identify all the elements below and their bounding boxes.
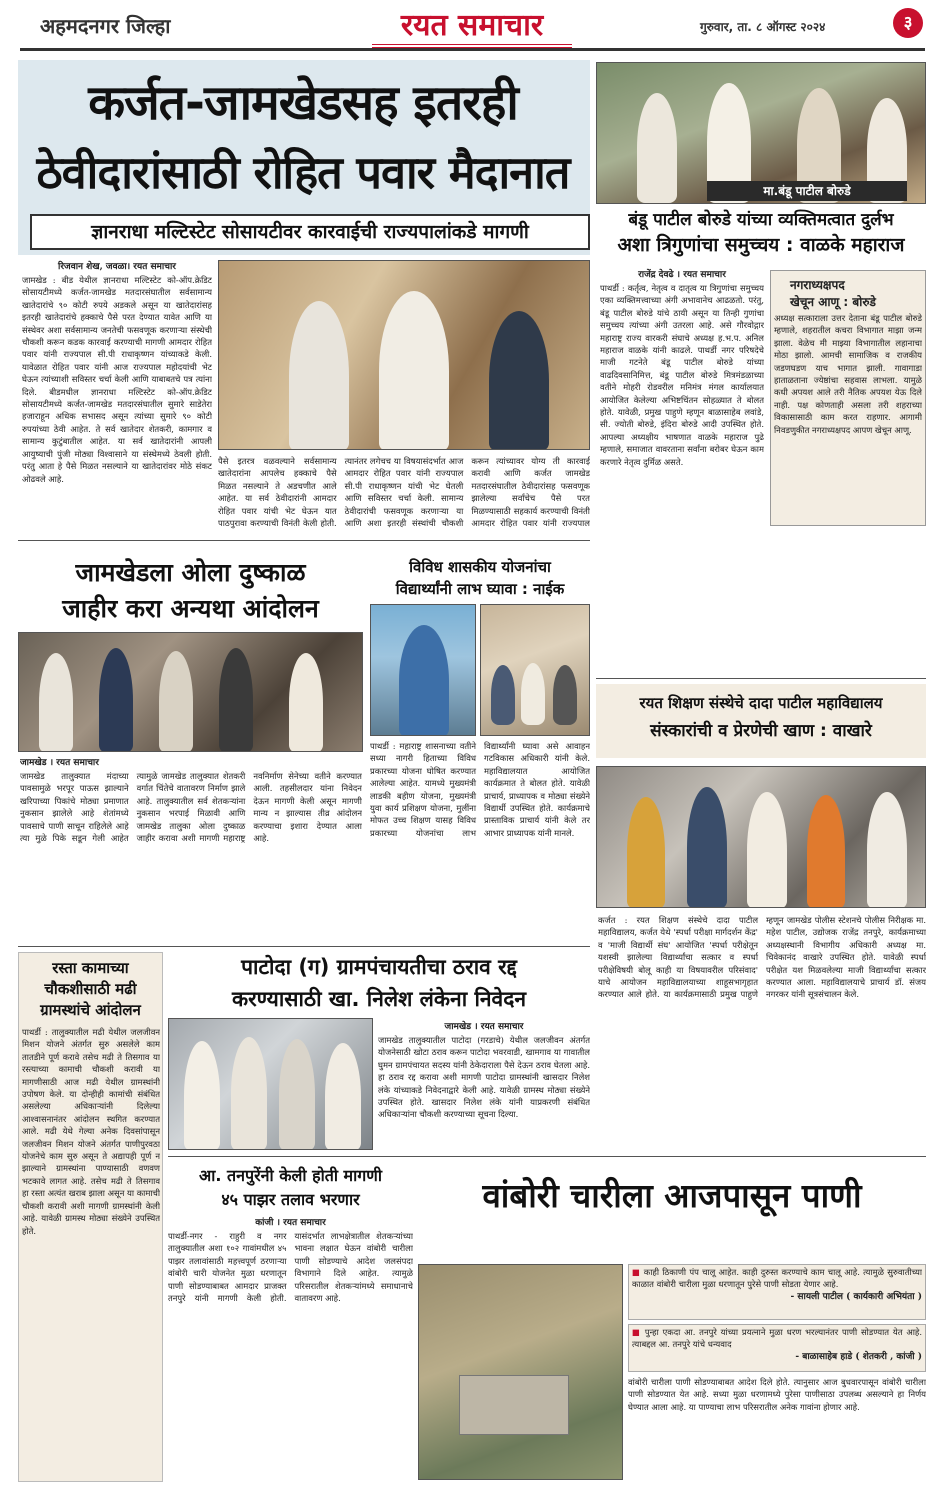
- talav-body: पाथर्डी-नगर - राहुरी व नगर तालुक्यातील अशा १०२ गावांमधील ४५ पाझर तलावांसाठी महत्त्वपूर्ण ठरणाऱ्या वांबोरी चारी योजनेत मुळा धरणातून पाणी सोडण्याबाबत आमदार प्राजक्त तनपुरे यांनी मागणी केली होती. यासंदर्भात लाभक्षेत्रातील शेतकऱ्यांच्या भावना लक्षात घेऊन वांबोरी चारीला पाणी सोडण्याचे आदेश जलसंपदा विभागाने दिले आहेत. त्यामुळे परिसरातील शेतकऱ्यांमध्ये समाधानाचे वातावरण आहे.: [168, 1231, 413, 1304]
- note1-signature: - सायली पाटील ( कार्यकारी अभियंता ): [790, 1291, 922, 1302]
- stage-banner: मा.बंडू पाटील बोरुडे: [707, 181, 907, 201]
- jamkhed-headline-line1: जामखेडला ओला दुष्काळ: [75, 558, 306, 587]
- person-figure: [159, 651, 193, 752]
- lead-body-col2: पैसे इतरत्र वळवल्याने सर्वसामान्य खातेदारांना आपलेच हक्काचे पैसे मिळत नसल्याने ते अडचणीत आले आहेत. या सर्व ठेवीदारांनी आमदार रोहित पवार यांची भेट घेऊन यात पाठपुरावा करण्याची विनंती केली होती. त्यानंतर लगेचच या विषयासंदर्भात आज आमदार रोहित पवार यांनी राज्यपाल सी.पी राधाकृष्णन यांची भेट घेतली आणि सविस्तर चर्चा केली. सामान्य ठेवीदारांची फसवणूक करणाऱ्या या आणि अशा इतरही संस्थांची चौकशी करून त्यांच्यावर योग्य ती कारवाई करावी आणि कर्जत जामखेड मतदारसंघातील ठेवीदारांसह फसवणूक झालेल्या सर्वांचेच पैसे परत मिळण्यासाठी सहकार्य करण्याची विनंती आमदार रोहित पवार यांनी राज्यपाल: [218, 456, 590, 529]
- person-figure: [219, 648, 253, 752]
- borude-byline: राजेंद्र देवढे । रयत समाचार: [638, 270, 726, 280]
- naik-body: पाथर्डी : महाराष्ट्र शासनाच्या वतीने सध्या नागरी हिताच्या विविध प्रकारच्या योजना घोषित करण्यात आलेल्या आहेत. यामध्ये मुख्यमंत्री लाडकी बहीण योजना, मुख्यमंत्री युवा कार्य प्रशिक्षण योजना, मुलींना मोफत उच्च शिक्षण यासह विविध प्रकारच्या योजनांचा लाभ विद्यार्थ्यांनी घ्यावा असे आवाहन गटविकास अधिकारी यांनी केले. महाविद्यालयात आयोजित कार्यक्रमात ते बोलत होते. यावेळी प्राचार्य, प्राध्यापक व मोठ्या संख्येने विद्यार्थी उपस्थित होते. कार्यक्रमाचे प्रास्ताविक प्राचार्य यांनी केले तर आभार प्राध्यापक यांनी मानले.: [370, 741, 590, 838]
- vambori-canal-photo: [418, 1264, 623, 1480]
- vambori-body: वांबोरी चारीला पाणी सोडण्याबाबत आदेश दिले होते. त्यानुसार आज बुधवारपासून वांबोरी चारीला पाणी सोडण्यात येत आहे. सध्या मुळा धरणामध्ये पुरेसा पाणीसाठा उपलब्ध असल्याने हा निर्णय घेण्यात आला आहे. या पाण्याचा लाभ परिसरातील अनेक गावांना होणार आहे.: [628, 1377, 926, 1412]
- note-bullet-icon: ■: [632, 1327, 645, 1337]
- patoda-memorandum-photo: [168, 1018, 373, 1150]
- person-figure: [39, 653, 73, 752]
- district-label: अहमदनगर जिल्हा: [40, 14, 171, 38]
- person-figure: [627, 797, 665, 908]
- rasta-body: पाथर्डी : तालुक्यातील मढी येथील जलजीवन मिशन योजने अंतर्गत सुरु असलेले काम तातडीने पूर्ण करावे तसेच मढी ते तिसगाव या रस्त्याच्या कामाची चौकशी करावी या मागणीसाठी आज मढी येथील ग्रामस्थांनी उपोषण केले. या दोन्हीही कामांची संबंधित असलेल्या अधिकाऱ्यांनी दिलेल्या आश्वासनानंतर आंदोलन स्थगित करण्यात आले. मढी येथे गेल्या अनेक दिवसांपासून जलजीवन मिशन योजने अंतर्गत पाणीपुरवठा योजनेचे काम सुरु असून ते अद्यापही पूर्ण न झाल्याने ग्रामस्थांना पाण्यासाठी वणवण भटकावे लागत आहे. तसेच मढी ते तिसगाव हा रस्ता अत्यंत खराब झाला असून या कामाची चौकशी करावी अशी मागणी ग्रामस्थांनी केली आहे. यावेळी ग्रामस्थ मोठ्या संख्येने उपस्थित होते.: [22, 1027, 160, 1236]
- rohit-governor-photo: [218, 260, 590, 450]
- naik-speaker-photo: [370, 604, 476, 736]
- person-figure: [99, 648, 133, 752]
- borude-headline-line2: अशा त्रिगुणांचा समुच्चय : वाळके महाराज: [617, 234, 905, 256]
- dada-body: कर्जत : रयत शिक्षण संस्थेचे दादा पाटील महाविद्यालय, कर्जत येथे 'स्पर्धा परीक्षा मार्गदर्शन केंद्र' व 'माजी विद्यार्थी संघ' आयोजित 'स्पर्धा परीक्षेतून यशस्वी झालेल्या विद्यार्थ्यांचा सत्कार व स्पर्धा परीक्षेविषयी बोलू काही या विषयावरील परिसंवाद' याचे आयोजन महाविद्यालयाच्या शाहूसभागृहात करण्यात आले होते. या कार्यक्रमासाठी प्रमुख पाहुणे म्हणून जामखेड पोलीस स्टेशनचे पोलीस निरीक्षक मा. महेश पाटील, उद्योजक राजेंद्र तनपुरे, कार्यक्रमाच्या अध्यक्षस्थानी विभागीय अधिकारी अध्यक्ष मा. चिवेकानंद वाखारे उपस्थित होते. यावेळी स्पर्धा परीक्षेत यश मिळवलेल्या माजी विद्यार्थ्यांचा सत्कार करण्यात आला. महाविद्यालयाचे प्राचार्य डॉ. संजय नगरकर यांनी सूत्रसंचालन केले.: [598, 915, 926, 1000]
- naik-audience-photo: [480, 604, 590, 736]
- patoda-headline-line1: पाटोदा (ग) ग्रामपंचायतीचा ठराव रद्द: [241, 955, 517, 979]
- note2-signature: - बाळासाहेब हाडे ( शेतकरी , कांजी ): [795, 1351, 922, 1362]
- naik-headline-line1: विविध शासकीय योजनांचा: [409, 558, 551, 576]
- dada-headline-line1: रयत शिक्षण संस्थेचे दादा पाटील महाविद्यालय: [639, 694, 883, 712]
- newspaper-brand: रयत समाचार: [372, 4, 572, 48]
- talav-headline-line2: ४५ पाझर तलाव भरणार: [221, 1190, 360, 1209]
- person-figure: [279, 1039, 315, 1150]
- vambori-note1: ■ काही ठिकाणी पंप चालू आहेत. काही दुरुस्त करण्याचे काम चालू आहे. त्यामुळे सुरुवातीच्या काळात वांबोरी चारीला मुळा धरणातून पुरेसे पाणी सोडता येणार आहे. - सायली पाटील ( कार्यकारी अभियंता ): [632, 1267, 922, 1302]
- jamkhed-body: जामखेड तालुक्यात मंदाच्या पावसामुळे भरपूर पाऊस झाल्याने खरिपाच्या पिकांचे मोठ्या प्रमाणात नुकसान झालेले आहे शेतांमध्ये पावसाचे पाणी साचून राहिलेले आहे त्या मुळे पिके सडून गेली आहेत त्यामुळे जामखेड तालुक्यात शेतकरी वर्गात चिंतेचे वातावरण निर्माण झाले आहे. तालुक्यातील सर्व शेतकऱ्यांना नुकसान भरपाई मिळावी आणि जामखेड तालुका ओला दुष्काळ जाहीर करावा अशी मागणी महाराष्ट्र नवनिर्माण सेनेच्या वतीने करण्यात आली. तहसीलदार यांना निवेदन देऊन मागणी केली असून मागणी मान्य न झाल्यास तीव्र आंदोलन करण्याचा इशारा देण्यात आला आहे.: [20, 771, 362, 844]
- section-divider: [168, 1156, 926, 1157]
- rasta-headline-line2: चौकशीसाठी मढी: [44, 980, 137, 998]
- talav-byline: कांजी । रयत समाचार: [255, 1218, 326, 1228]
- section-divider: [18, 540, 590, 541]
- vambori-headline: वांबोरी चारीला आजपासून पाणी: [482, 1176, 862, 1215]
- nagaradhyaksha-subtitle: खेचून आणू : बोरुडे: [790, 295, 876, 309]
- jamkhed-memorandum-photo: [18, 632, 363, 752]
- person-figure: [807, 795, 845, 908]
- person-figure: [489, 311, 549, 450]
- person-figure: [637, 93, 677, 203]
- issue-date: गुरुवार, ता. ८ ऑगस्ट २०२४: [700, 20, 826, 34]
- lead-body-col1: जामखेड : बीड येथील ज्ञानराधा मल्टिस्टेट को-ऑप.क्रेडिट सोसायटीमध्ये कर्जत-जामखेड मतदारसंघातील सर्वसामान्य खातेदारांचे ९० कोटी रुपये अडकले असून या खातेदारांसह इतरही खातेदारांचे हक्काचे पैसे परत देण्यात यावेत आणि या संस्थेवर अशा सर्वसामान्य जनतेची फसवणूक करणाऱ्या संस्थेची चौकशी करून कडक कारवाई करण्याची मागणी आमदार रोहित पवार यांनी राज्यपाल सी.पी राधाकृष्णन यांच्याकडे केली. यावेळात रोहित पवार यांनी आज राज्यपाल महोदयांची भेट घेऊन त्यांच्याशी सविस्तर चर्चा केली आणि याबाबतचे पत्र त्यांना दिले. बीडमधील ज्ञानराधा मल्टिस्टेट को-ऑप.क्रेडिट सोसायटीमध्ये कर्जत-जामखेड मतदारसंघातील सुमारे साडेतेरा हजाराहून अधिक सभासद असून त्यांच्या सुमारे ९० कोटी रुपयांच्या ठेवी आहेत. ते सर्व खातेदार शेतकरी, कामगार व सामान्य कुटुंबातील आहेत. या सर्व खातेदारांनी आपली आयुष्याची पुंजी मोठ्या विश्वासाने या संस्थेमध्ये ठेवली होती. परंतु आता हे पैसे मिळत नसल्याने या खातेदारांवर मोठे संकट ओढवले आहे.: [22, 275, 212, 484]
- lead-headline-line2: ठेवीदारांसाठी रोहित पवार मैदानात: [36, 146, 570, 199]
- canal-structure: [459, 1375, 569, 1435]
- dada-headline-line2: संस्कारांची व प्रेरणेची खाण : वाखारे: [650, 721, 872, 741]
- borude-body: पाथर्डी : कर्तृत्व, नेतृत्व व दातृत्व या त्रिगुणांचा समुच्चय एका व्यक्तिमत्त्वाच्या अंगी अभावानेच आढळतो. परंतु, बंडू पाटील बोरुडे यांचे ठायी असून या तिन्ही गुणांचा समुच्चय त्यांच्या अंगी उतरला आहे. असे गौरवोद्गार महाराष्ट्र राज्य वारकरी संघाचे अध्यक्ष ह.भ.प. अनिल महाराज वाळके यांनी काढले. पाथर्डी नगर परिषदेचे माजी गटनेते बंडू पाटील बोरुडे यांच्या वाढदिवसानिमित्त, बंडू पाटील बोरुडे मित्रमंडळाच्या वतीने मोहरी रोडवरील मनिमंत्र मंगल कार्यालयात आयोजित केलेल्या अभिष्टचिंतन सोहळ्यात ते बोलत होते. यावेळी, प्रमुख पाहुणे म्हणून बाळासाहेब लवांडे, सी. ज्योती बोरुडे, इंदिरा बोरुडे आदी उपस्थित होते. आपल्या अध्यक्षीय भाषणात वाळके महाराज पुढे म्हणाले, समाजात वावरताना सर्वांना बरोबर घेऊन काम करणारे नेतृत्व दुर्मिळ असते.: [600, 283, 764, 467]
- person-figure: [687, 787, 727, 908]
- patoda-byline: जामखेड । रयत समाचार: [444, 1022, 524, 1032]
- nagaradhyaksha-body: अध्यक्ष सत्काराला उत्तर देताना बंडू पाटील बोरुडे म्हणाले, शहरातील कचरा विभागात माझा जन्म झाला. वेळेच मी माझ्या विभागातील लहानाचा मोठा झालो. आमची सामाजिक व राजकीय जडणघडण याच भागात झाली. गावागाडा हाताळताना ज्येष्ठांचा सहवास लाभला. यामुळे कधी अपयश आले तरी नैतिक अपयश येऊ दिले नाही. पक्ष कोणताही असला तरी शहराच्या विकासासाठी काम करत राहणार. आगामी निवडणुकीत नगराध्यक्षपद आपण खेचून आणू.: [774, 313, 922, 435]
- vambori-note2: ■ पुन्हा एकदा आ. तनपुरे यांच्या प्रयत्नाने मुळा धरण भरल्यानंतर पाणी सोडण्यात येत आहे. त्याबद्दल आ. तनपुरे यांचे धन्यवाद - बाळासाहेब हाडे ( शेतकरी , कांजी ): [632, 1327, 922, 1362]
- person-figure: [521, 663, 545, 725]
- person-figure: [379, 291, 449, 450]
- section-divider: [18, 946, 590, 947]
- person-figure: [289, 653, 323, 752]
- jamkhed-headline-line2: जाहीर करा अन्यथा आंदोलन: [62, 594, 319, 623]
- note-bullet-icon: ■: [632, 1267, 644, 1277]
- patoda-headline-line2: करण्यासाठी खा. निलेश लंकेना निवेदन: [231, 987, 527, 1011]
- person-figure: [184, 1041, 220, 1150]
- nagaradhyaksha-title: नगराध्यक्षपद: [790, 278, 845, 292]
- dada-felicitation-photo: [596, 766, 926, 908]
- person-figure: [553, 665, 577, 725]
- lead-subheadline: ज्ञानराधा मल्टिस्टेट सोसायटीवर कारवाईची राज्यपालांकडे मागणी: [30, 214, 590, 250]
- naik-headline-line2: विद्यार्थ्यांनी लाभ घ्यावा : नाईक: [395, 580, 565, 598]
- header-rule: [20, 48, 925, 51]
- person-figure: [399, 625, 449, 736]
- person-figure: [867, 792, 907, 908]
- rasta-headline-line3: ग्रामस्थांचे आंदोलन: [40, 1001, 141, 1019]
- person-figure: [231, 1037, 267, 1150]
- lead-headline-line1: कर्जत-जामखेडसह इतरही: [88, 75, 518, 131]
- borude-felicitation-photo: [596, 62, 926, 204]
- talav-headline-line1: आ. तनपुरेंनी केली होती मागणी: [199, 1166, 382, 1185]
- person-figure: [289, 301, 349, 450]
- borude-headline-line1: बंडू पाटील बोरुडे यांच्या व्यक्तिमत्वात दुर्लभ: [628, 210, 894, 230]
- page-number: ३: [893, 8, 923, 38]
- patoda-body: जामखेड तालुक्यातील पाटोदा (गरडाचे) येथील जलजीवन अंतर्गत योजनेसाठी खोटा ठराव करून पाटोदा भवरवाडी, खामगाव या गावातील घुमन ग्रामपंचायत सदस्य यांनी ठेकेदाराला पैसे देऊन ठराव घेतला आहे. हा ठराव रद्द करावा अशी मागणी पाटोदा ग्रामस्थांनी खासदार निलेश लंके यांच्याकडे निवेदनाद्वारे केली आहे. यावेळी ग्रामस्थ मोठ्या संख्येने उपस्थित होते. खासदार निलेश लंके यांनी याप्रकरणी संबंधित अधिकाऱ्यांना चौकशी करण्याच्या सूचना दिल्या.: [378, 1035, 590, 1120]
- lead-byline: रिजवान शेख, जवळा। रयत समाचार: [58, 262, 176, 272]
- jamkhed-byline: जामखेड । रयत समाचार: [20, 758, 99, 768]
- section-divider: [596, 678, 926, 679]
- rasta-headline-line1: रस्ता कामाच्या: [52, 959, 129, 977]
- person-figure: [491, 665, 515, 725]
- borude-body-continued: [770, 532, 926, 670]
- person-figure: [325, 1043, 361, 1150]
- person-figure: [747, 792, 787, 908]
